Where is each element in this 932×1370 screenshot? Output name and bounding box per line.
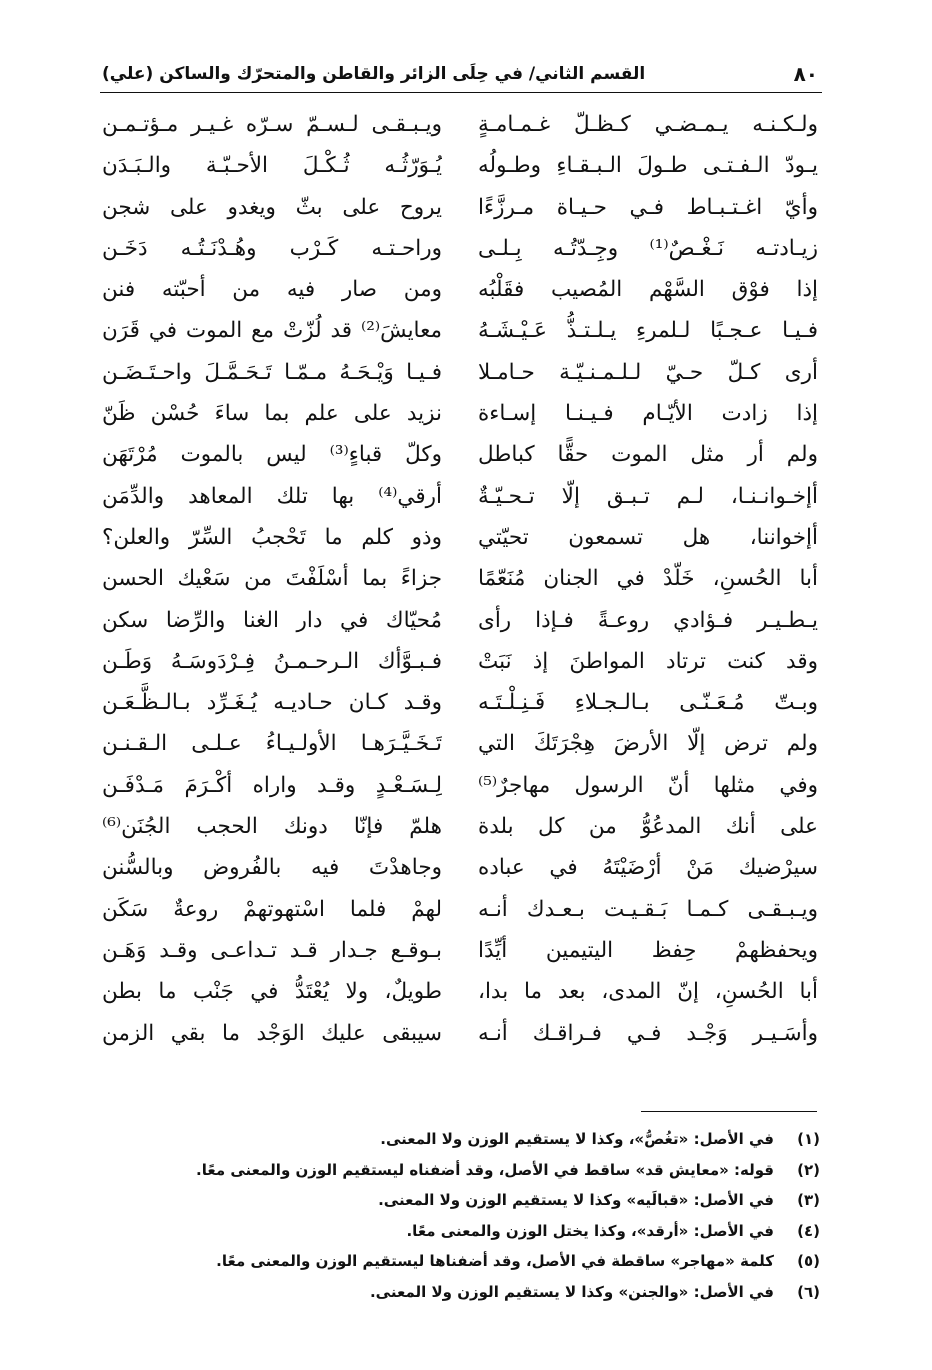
footnote-number: (٥)	[797, 1252, 820, 1270]
first-hemistich: أإخواننا، هل تسمعون تحيّتي	[478, 524, 818, 550]
second-hemistich: لِـسَـعْـدٍ وقـد واراه أكْـرَمَ مَـدْفَـن	[102, 772, 442, 798]
footnote-text: في الأصل: «أرقد»، وكذا يختل الوزن والمعنى معًا.	[406, 1221, 774, 1240]
first-hemistich: إذا زادت الأيّـام فـيـنـا إسـاءة	[478, 401, 818, 427]
verse	[100, 1013, 822, 1054]
footnote-number: (٢)	[797, 1160, 820, 1179]
footnote-text: قوله: «معايش قد» ساقط في الأصل، وقد أضفناه ليستقيم الوزن والمعنى معًا.	[196, 1160, 774, 1179]
first-hemistich: أإخـوانـنـا، لـم تـبـق إلّا تـحـيّـةٌ	[478, 483, 818, 509]
verse	[100, 600, 822, 641]
verse	[100, 393, 822, 434]
footnote	[100, 1185, 822, 1216]
verse	[100, 971, 822, 1012]
page-header	[100, 56, 822, 93]
second-hemistich: مُحيّاك في دار الغنا والرِّضا سكن	[102, 607, 442, 633]
footnote	[100, 1246, 822, 1277]
first-hemistich: على أنك المدعُوُّ من كل بلدة	[478, 814, 818, 840]
first-hemistich: ويحفظهمْ حِفظ اليتيمين أيِّدًا	[478, 937, 818, 963]
second-hemistich: أرقي⁽⁴⁾ بها تلك المعاهد والدِّمَن	[102, 483, 442, 509]
first-hemistich: ولم أر مثل الموت حقًّا كباطل	[478, 442, 818, 468]
footnote-text: في الأصل: «والجنن» وكذا لا يستقيم الوزن ولا المعنى.	[369, 1282, 774, 1301]
verse	[100, 104, 822, 145]
verse	[100, 352, 822, 393]
first-hemistich: أبا الحُسنِ، إنّ المدى، بعد ما بدا،	[478, 979, 818, 1005]
second-hemistich: هلمّ فإنّا دونك الحجب الجُنَن⁽⁶⁾	[102, 814, 442, 840]
verse	[100, 228, 822, 269]
verse	[100, 145, 822, 186]
footnote-number: (٣)	[797, 1191, 820, 1209]
second-hemistich: جزاءً بما أسْلَفْتَ من سَعْيك الحسن	[102, 566, 442, 592]
verse	[100, 806, 822, 847]
footnote-text: في الأصل: «تغُصُّ»، وكذا لا يستقيم الوزن ولا المعنى.	[380, 1130, 774, 1148]
footnote-number: (٦)	[797, 1282, 820, 1301]
second-hemistich: سيبقى عليك الوَجْد ما بقي الزمن	[102, 1020, 442, 1046]
footnote-divider	[641, 1111, 817, 1112]
first-hemistich: ولم ترض إلّا الأرضَ هِجْرَتَكَ التي	[478, 731, 818, 757]
verse	[100, 889, 822, 930]
poem	[100, 104, 822, 1054]
second-hemistich: فـيـا وَيْـحَـهُ مـمّـا تَـحَـمَّـلَ واحـتَـضَـن	[102, 359, 442, 385]
footnote	[100, 1124, 822, 1155]
first-hemistich: يـودّ الـفـتـى طـولَ الـبـقـاءِ وطـولُه	[478, 153, 818, 179]
first-hemistich: أرى كـلّ حـيّ لـلـمـنـيّـة حـامـلا	[478, 359, 818, 385]
second-hemistich: يروح على بثّ ويغدو على شجن	[102, 194, 442, 220]
verse	[100, 765, 822, 806]
footnote-text: كلمة «مهاجر» ساقطة في الأصل، وقد أضفناها ليستقيم الوزن والمعنى معًا.	[216, 1252, 774, 1270]
second-hemistich: نزيد على علم بما ساءَ حُسْن ظَنّ	[102, 401, 442, 427]
verse	[100, 187, 822, 228]
second-hemistich: بـوقـع جـدار قـد تـداعـى وقـد وَهَـن	[102, 937, 442, 963]
first-hemistich: زيـادتـه نَـغْـصٌ⁽¹⁾ وجِـدّتُـه بِـلـى	[478, 235, 818, 261]
second-hemistich: وقـد كـان حـاديـه يُـغَـرِّد بـالـظَّـعَـن	[102, 690, 442, 716]
second-hemistich: وراحـتـه كَـرْب وهُـدْنَـتُـه دَخَـن	[102, 235, 442, 261]
footnote-text: في الأصل: «قبالَيه» وكذا لا يستقيم الوزن ولا المعنى.	[378, 1191, 774, 1209]
second-hemistich: وكلّ قباءٍ⁽³⁾ ليس بالموت مُرْتَهَن	[102, 442, 442, 468]
footnotes	[100, 1124, 822, 1307]
second-hemistich: يُـوَرّثُـه ثُـكْـلَ الأحـبّـة والـبَـدَن	[102, 153, 442, 179]
verse	[100, 558, 822, 599]
first-hemistich: ولـكـنـه يـمـضـي كـظـلّ غـمـامـةٍ	[478, 112, 818, 137]
first-hemistich: وبـتّ مُـعَـنّـى بـالـجـلاءِ فَـنِـلْـتَـه	[478, 690, 818, 716]
first-hemistich: فـيـا عـجـبًا لـلمرءِ يـلـتـذُّ عَـيْـشَـهُ	[478, 318, 818, 344]
second-hemistich: تَـخَـيَّـرَهـا الأولـيـاءُ عـلـى الـقـنـن	[102, 731, 442, 757]
footnote-number: (٤)	[797, 1221, 820, 1240]
first-hemistich: وأيّ اغـتـبـاط فـي حـيـاة مـرزَّءًا	[478, 194, 818, 220]
footnote	[100, 1216, 822, 1247]
second-hemistich: وذو كلم ما تَحْجبُ السِّرّ والعلن؟	[102, 524, 442, 550]
first-hemistich: وأسَـيـر وَجْـد فـي فـراقـك أنـه	[478, 1020, 818, 1046]
second-hemistich: معايشَ⁽²⁾ قد لُزّتْ مع الموت في قَرَن	[102, 318, 442, 344]
verse	[100, 434, 822, 475]
first-hemistich: وفي مثلها أنّ الرسول مهاجرٌ⁽⁵⁾	[478, 772, 818, 798]
footnote	[100, 1277, 822, 1308]
verse	[100, 682, 822, 723]
verse	[100, 269, 822, 310]
verse	[100, 517, 822, 558]
verse	[100, 310, 822, 351]
running-title: القسم الثاني/ في حِلَى الزائر والقاطن والمتحرّك والساكن (علي)	[102, 64, 646, 84]
second-hemistich: فـبـوَّأك الـرحـمـنُ فِـرْدَوسَـهُ وَطَـن	[102, 648, 442, 674]
first-hemistich: ويـبـقـى كـمـا بَـقـيـت بـعـدك أنـه	[478, 896, 818, 922]
page-number: ٨٠	[793, 62, 818, 86]
first-hemistich: يـطـيـر فـؤادي روعـةً فـإذا رأى	[478, 607, 818, 633]
verse	[100, 723, 822, 764]
verse	[100, 847, 822, 888]
second-hemistich: طويلٌ، ولا يُعْتَدُّ في جَنْب ما بطن	[102, 979, 442, 1005]
footnote-number: (١)	[797, 1130, 820, 1148]
second-hemistich: ومن صار فيه من أحبّته فنن	[102, 277, 442, 303]
second-hemistich: وجاهدْتَ فيه بالفُروض وبالسُّنن	[102, 855, 442, 881]
first-hemistich: إذا فوْق السَّهْم المُصيب فقَلْبُه	[478, 277, 818, 303]
verse	[100, 930, 822, 971]
second-hemistich: ويـبـقـى لـسـمّ سـرّه غـيـر مـؤتـمـن	[102, 112, 442, 137]
second-hemistich: لهمْ فلما اسْتهوتهمْ روعةٌ سَكَن	[102, 896, 442, 922]
verse	[100, 641, 822, 682]
footnote	[100, 1155, 822, 1186]
first-hemistich: أبا الحُسنِ، خَلّدْ في الجنان مُنَعّمًا	[478, 566, 818, 592]
first-hemistich: وقد كنت ترتاد المواطنَ إذ نَبَتْ	[478, 648, 818, 674]
verse	[100, 476, 822, 517]
first-hemistich: سيرْضيك مَنْ أرْضَيْتَهُ في عباده	[478, 855, 818, 881]
